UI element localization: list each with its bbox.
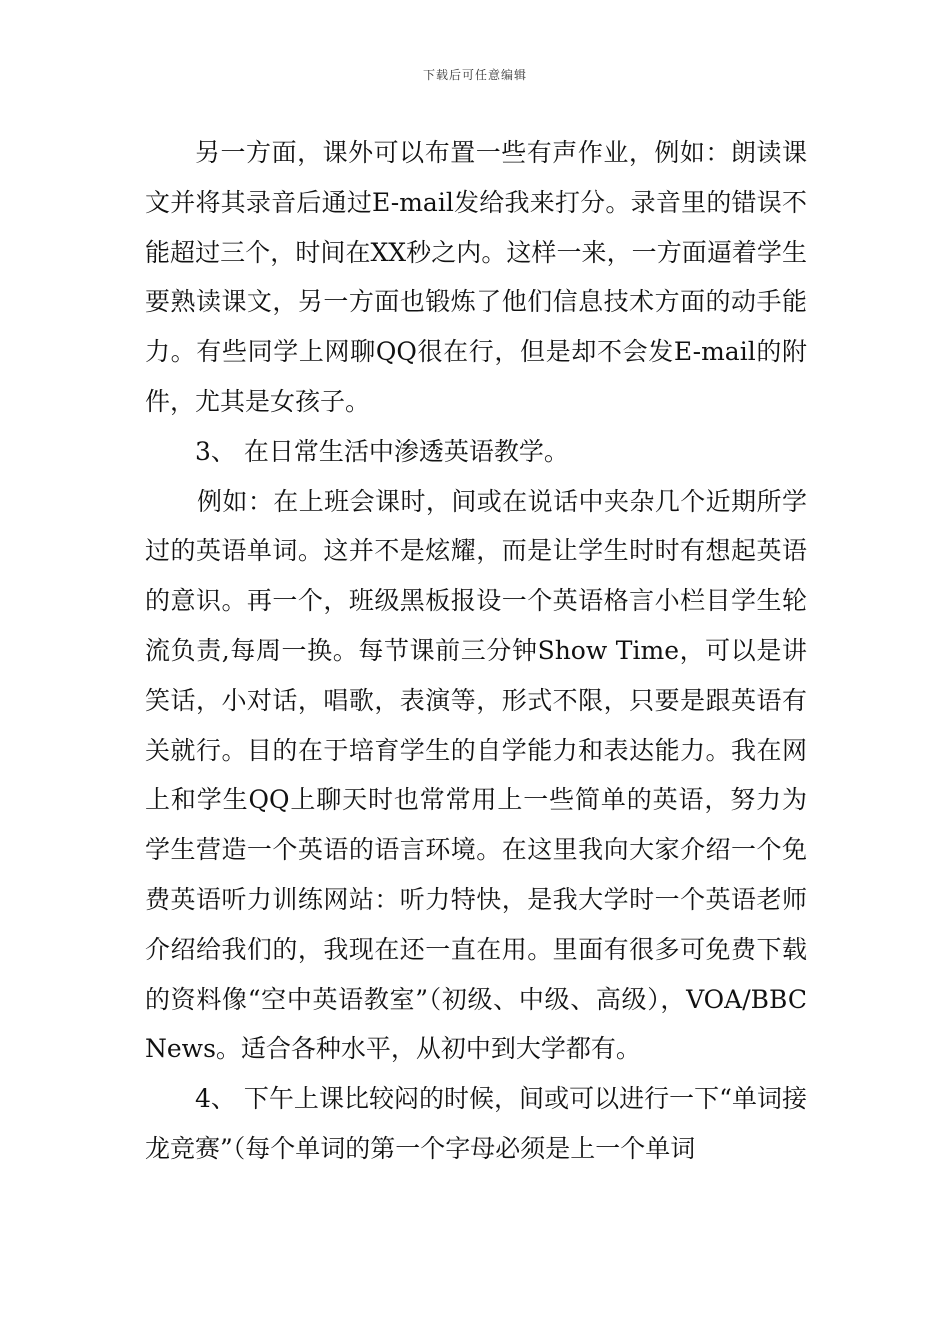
paragraph-homework: 另一方面，课外可以布置一些有声作业，例如：朗读课文并将其录音后通过E-mail发给我来打分。录音里的错误不能超过三个，时间在XX秒之内。这样一来，一方面逼着学生要熟读课文，另一方面也锻炼了他们信息技术方面的动手能力。有些同学上网聊QQ很在行，但是却不会发E-mail的附件，尤其是女孩子。 bbox=[145, 138, 807, 416]
paragraph-daily-life: 例如：在上班会课时，间或在说话中夹杂几个近期所学过的英语单词。这并不是炫耀，而是让学生时时有想起英语的意识。再一个，班级黑板报设一个英语格言小栏目学生轮流负责,每周一换。每节课前三分钟Show Time，可以是讲笑话，小对话，唱歌，表演等，形式不限，只要是跟英语有关就行。目的在于培育学生的自学能力和表达能力。我在网上和学生QQ上聊天时也常常用上一些简单的英语，努力为学生营造一个英语的语言环境。在这里我向大家介绍一个免费英语听力训练网站：听力特快，是我大学时一个英语老师介绍给我们的，我现在还一直在用。里面有很多可免费下载的资料像“空中英语教室”（初级、中级、高级），VOA/BBC News。适合各种水平，从初中到大学都有。 bbox=[145, 486, 807, 1064]
page-header: 下载后可任意编辑 bbox=[422, 68, 527, 82]
document-body bbox=[145, 128, 807, 1174]
paragraph-item-3-heading: 3、 在日常生活中渗透英语教学。 bbox=[195, 436, 569, 466]
paragraph-item-4: 4、 下午上课比较闷的时候，间或可以进行一下“单词接龙竞赛”（每个单词的第一个字母必须是上一个单词 bbox=[145, 1084, 807, 1163]
